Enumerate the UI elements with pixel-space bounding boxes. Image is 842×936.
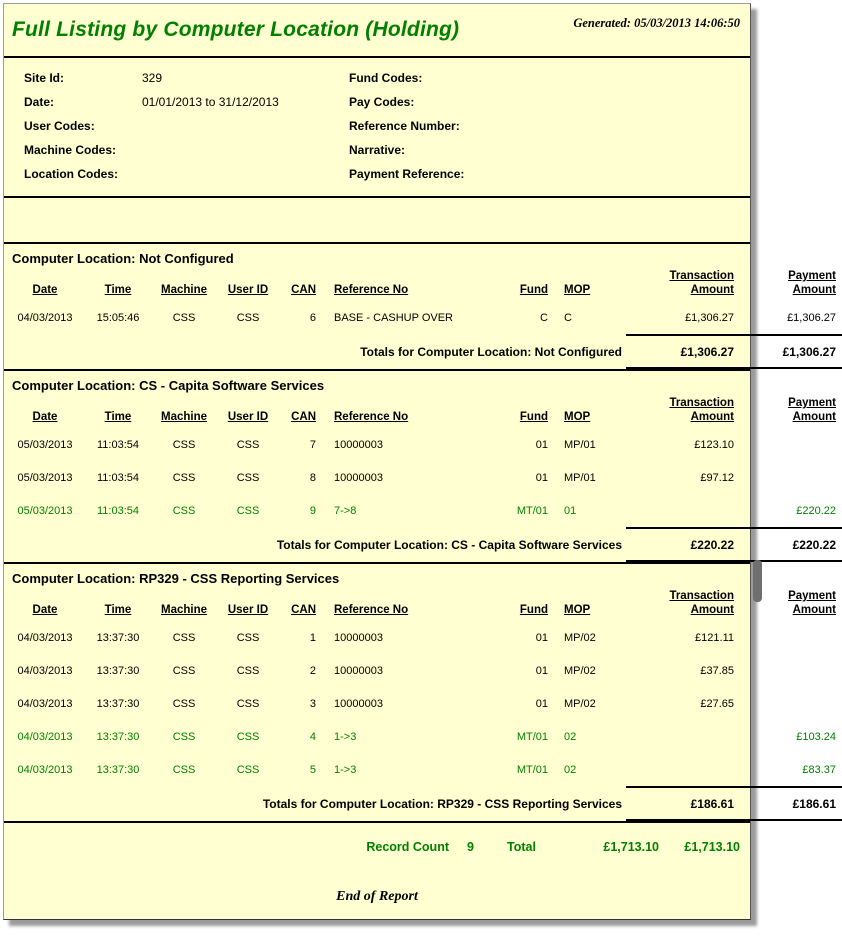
cell-payment_amount [738, 461, 842, 494]
column-header-payment_amount: Payment Amount [788, 590, 836, 616]
cell-payment_amount: £83.37 [802, 763, 836, 776]
cell-reference_no: 10000003 [334, 664, 383, 677]
cell-can: 8 [309, 471, 316, 484]
table-header-row [4, 267, 842, 301]
table-row [4, 687, 842, 720]
cell-fund: 01 [535, 631, 548, 644]
cell-machine: CSS [172, 664, 196, 677]
cell-mop: 02 [564, 764, 577, 776]
column-header-reference_no: Reference No [334, 604, 409, 616]
column-header-transaction_amount: Transaction Amount [669, 397, 734, 423]
table-row [4, 654, 842, 687]
column-header-payment_amount: Payment Amount [788, 397, 836, 423]
column-header-date: Date [32, 411, 58, 423]
grand-total-transaction: £1,713.10 [603, 840, 659, 854]
totals-label: Totals for Computer Location: CS - Capita Software Services [276, 537, 622, 552]
criteria-label: Machine Codes: [24, 143, 117, 157]
section-title: Computer Location: Not Configured [12, 251, 234, 266]
totals-transaction-amount: £220.22 [626, 528, 738, 561]
cell-user_id: CSS [236, 505, 260, 517]
cell-machine: CSS [172, 471, 196, 484]
column-header-mop: MOP [564, 604, 591, 616]
generated-timestamp: Generated: 05/03/2013 14:06:50 [573, 15, 740, 30]
title-bar [4, 4, 750, 58]
column-header-can: CAN [291, 604, 316, 616]
totals-label: Totals for Computer Location: RP329 - CSS Reporting Services [262, 796, 622, 811]
column-header-reference_no: Reference No [334, 411, 409, 423]
table-row [4, 494, 842, 528]
column-header-reference_no: Reference No [334, 284, 409, 296]
criteria-label: Pay Codes: [349, 95, 415, 109]
cell-time: 13:37:30 [96, 664, 140, 677]
cell-transaction_amount [626, 720, 738, 753]
criteria-label: Site Id: [24, 71, 65, 85]
cell-machine: CSS [172, 438, 196, 451]
cell-time: 11:03:54 [96, 471, 139, 484]
cell-user_id: CSS [236, 438, 260, 451]
record-count-label: Record Count [366, 840, 449, 854]
cell-reference_no: BASE - CASHUP OVER [334, 312, 453, 324]
cell-can: 9 [309, 505, 316, 517]
totals-label: Totals for Computer Location: Not Configured [360, 344, 622, 359]
cell-payment_amount: £1,306.27 [787, 311, 836, 324]
table-row [4, 720, 842, 753]
cell-payment_amount: £220.22 [796, 504, 836, 517]
column-header-payment_amount: Payment Amount [788, 270, 836, 296]
cell-transaction_amount [626, 753, 738, 787]
cell-reference_no: 10000003 [334, 438, 383, 451]
cell-can: 1 [309, 631, 316, 644]
criteria-row-narrative [349, 138, 750, 162]
cell-user_id: CSS [236, 697, 260, 710]
criteria-left-column [4, 66, 349, 186]
cell-payment_amount [738, 687, 842, 720]
cell-machine: CSS [172, 505, 196, 517]
totals-payment-amount: £220.22 [738, 528, 842, 561]
totals-payment-amount: £186.61 [738, 787, 842, 820]
cell-fund: MT/01 [516, 764, 548, 776]
totals-transaction-amount: £186.61 [626, 787, 738, 820]
cell-can: 5 [309, 764, 316, 776]
cell-date: 05/03/2013 [17, 505, 73, 517]
cell-fund: 01 [535, 438, 548, 451]
cell-machine: CSS [172, 312, 196, 324]
cell-mop: MP/01 [564, 438, 596, 451]
cell-date: 04/03/2013 [17, 730, 73, 743]
cell-mop: 02 [564, 730, 577, 743]
section-capita-software-services [4, 371, 836, 564]
criteria-row-user-codes [4, 114, 349, 138]
cell-fund: 01 [535, 471, 548, 484]
section-title: Computer Location: CS - Capita Software Services [12, 378, 325, 393]
total-label: Total [507, 840, 536, 854]
transactions-table [4, 587, 842, 821]
column-header-time: Time [104, 411, 132, 423]
totals-row [4, 528, 842, 561]
column-header-machine: Machine [160, 604, 207, 616]
criteria-label: User Codes: [24, 119, 95, 133]
column-header-can: CAN [291, 284, 316, 296]
column-header-user_id: User ID [227, 411, 269, 423]
totals-row [4, 787, 842, 820]
cell-transaction_amount: £97.12 [700, 471, 734, 484]
cell-machine: CSS [172, 764, 196, 776]
cell-can: 7 [309, 438, 316, 451]
section-css-reporting-services [4, 564, 836, 823]
table-row [4, 461, 842, 494]
cell-time: 13:37:30 [96, 764, 140, 776]
cell-user_id: CSS [236, 664, 260, 677]
cell-reference_no: 10000003 [334, 631, 383, 644]
criteria-right-column [349, 66, 750, 186]
criteria-row-fund-codes [349, 66, 750, 90]
criteria-label: Location Codes: [24, 167, 119, 181]
end-of-report-label: End of Report [336, 889, 418, 904]
column-header-time: Time [104, 604, 132, 616]
criteria-label: Narrative: [349, 143, 406, 157]
cell-fund: 01 [535, 697, 548, 710]
cell-can: 4 [309, 730, 316, 743]
section-title: Computer Location: RP329 - CSS Reporting Services [12, 571, 340, 586]
cell-payment_amount [738, 654, 842, 687]
cell-date: 04/03/2013 [17, 312, 73, 324]
cell-time: 11:03:54 [96, 438, 139, 451]
cell-can: 3 [309, 697, 316, 710]
footer-summary [4, 823, 750, 859]
transactions-table [4, 267, 842, 369]
column-header-date: Date [32, 284, 58, 296]
cell-reference_no: 1->3 [334, 730, 357, 743]
cell-transaction_amount [626, 494, 738, 528]
cell-time: 11:03:54 [96, 505, 139, 517]
column-header-transaction_amount: Transaction Amount [669, 590, 734, 616]
cell-machine: CSS [172, 631, 196, 644]
cell-date: 05/03/2013 [17, 438, 73, 451]
totals-transaction-amount: £1,306.27 [626, 335, 738, 368]
grand-total-payment: £1,713.10 [684, 840, 740, 854]
criteria-label: Payment Reference: [349, 167, 465, 181]
cell-fund: C [540, 312, 548, 324]
cell-date: 04/03/2013 [17, 664, 73, 677]
cell-payment_amount: £103.24 [796, 730, 836, 743]
column-header-date: Date [32, 604, 58, 616]
cell-mop: 01 [564, 505, 577, 517]
cell-mop: MP/02 [564, 631, 596, 644]
cell-date: 04/03/2013 [17, 764, 73, 776]
section-not-configured [4, 244, 836, 371]
cell-payment_amount [738, 428, 842, 461]
cell-machine: CSS [172, 697, 196, 710]
column-header-fund: Fund [519, 411, 548, 423]
report-page [3, 3, 836, 920]
cell-user_id: CSS [236, 312, 260, 324]
cell-can: 6 [309, 312, 316, 324]
record-count-value: 9 [467, 840, 474, 854]
criteria-row-payment-reference [349, 162, 750, 186]
cell-user_id: CSS [236, 730, 260, 743]
cell-reference_no: 10000003 [334, 471, 383, 484]
cell-machine: CSS [172, 730, 196, 743]
cell-time: 13:37:30 [96, 631, 140, 644]
cell-date: 04/03/2013 [17, 697, 73, 710]
criteria-panel [4, 58, 750, 198]
criteria-value: 329 [142, 71, 163, 85]
criteria-row-reference-number [349, 114, 750, 138]
column-header-fund: Fund [519, 604, 548, 616]
cell-payment_amount [738, 621, 842, 654]
cell-transaction_amount: £123.10 [694, 438, 734, 451]
column-header-can: CAN [291, 411, 316, 423]
cell-mop: MP/01 [564, 471, 596, 484]
cell-fund: 01 [535, 664, 548, 677]
criteria-row-machine-codes [4, 138, 349, 162]
criteria-label: Fund Codes: [349, 71, 423, 85]
column-header-machine: Machine [160, 411, 207, 423]
criteria-label: Reference Number: [349, 119, 460, 133]
criteria-row-site-id [4, 66, 349, 90]
cell-user_id: CSS [236, 631, 260, 644]
table-header-row [4, 394, 842, 428]
cell-transaction_amount: £27.65 [700, 697, 734, 710]
cell-mop: MP/02 [564, 664, 596, 677]
spacer-band [4, 198, 750, 244]
column-header-time: Time [104, 284, 132, 296]
criteria-value: 01/01/2013 to 31/12/2013 [142, 95, 279, 109]
table-row [4, 301, 842, 335]
page-title: Full Listing by Computer Location (Holding) [12, 18, 460, 41]
cell-reference_no: 7->8 [334, 505, 357, 517]
cell-user_id: CSS [236, 471, 260, 484]
cell-date: 05/03/2013 [17, 471, 73, 484]
cell-user_id: CSS [236, 764, 260, 776]
totals-row [4, 335, 842, 368]
cell-reference_no: 10000003 [334, 697, 383, 710]
table-row [4, 621, 842, 654]
table-header-row [4, 587, 842, 621]
column-header-user_id: User ID [227, 284, 269, 296]
criteria-label: Date: [24, 95, 55, 109]
column-header-mop: MOP [564, 284, 591, 296]
criteria-row-date [4, 90, 349, 114]
cell-time: 13:37:30 [96, 697, 140, 710]
cell-reference_no: 1->3 [334, 764, 357, 776]
column-header-mop: MOP [564, 411, 591, 423]
cell-mop: MP/02 [564, 697, 596, 710]
column-header-machine: Machine [160, 284, 207, 296]
scrollbar-thumb[interactable] [753, 560, 762, 602]
transactions-table [4, 394, 842, 562]
cell-date: 04/03/2013 [17, 631, 73, 644]
cell-time: 13:37:30 [96, 730, 140, 743]
cell-mop: C [564, 312, 572, 324]
table-row [4, 428, 842, 461]
cell-time: 15:05:46 [96, 312, 140, 324]
cell-fund: MT/01 [516, 730, 548, 743]
table-row [4, 753, 842, 787]
cell-transaction_amount: £37.85 [700, 664, 734, 677]
cell-transaction_amount: £121.11 [695, 631, 734, 644]
criteria-row-location-codes [4, 162, 349, 186]
criteria-row-pay-codes [349, 90, 750, 114]
column-header-transaction_amount: Transaction Amount [669, 270, 734, 296]
column-header-fund: Fund [519, 284, 548, 296]
totals-payment-amount: £1,306.27 [738, 335, 842, 368]
column-header-user_id: User ID [227, 604, 269, 616]
cell-fund: MT/01 [516, 505, 548, 517]
cell-transaction_amount: £1,306.27 [685, 311, 734, 324]
cell-can: 2 [309, 664, 316, 677]
